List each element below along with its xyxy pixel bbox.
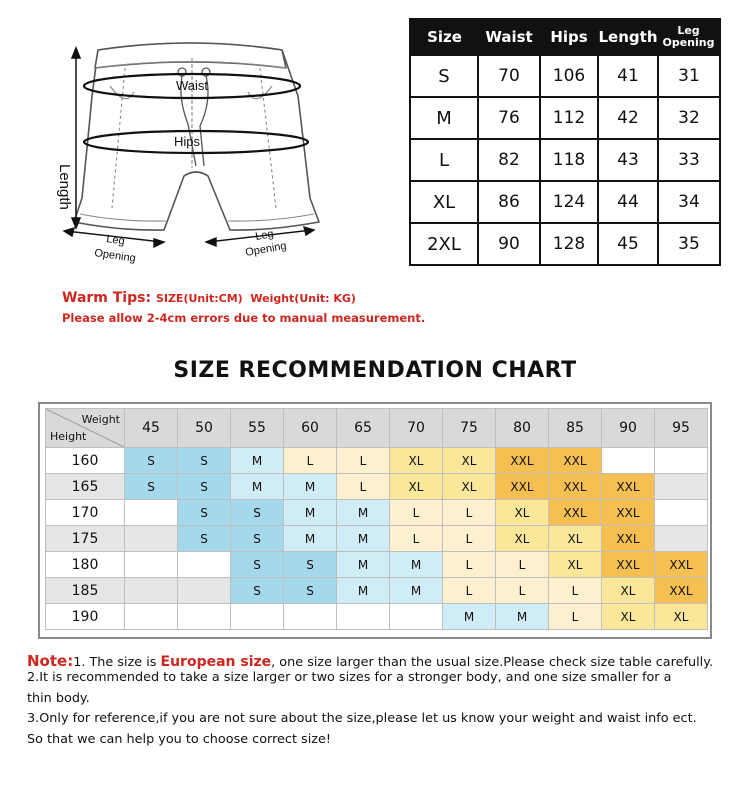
size-recommendation-cell: S [284,578,337,604]
warm-tips-units: SIZE(Unit:CM) Weight(Unit: KG) [155,292,356,305]
size-recommendation-cell: L [390,500,443,526]
hips-label: Hips [174,134,201,149]
size-recommendation-cell: L [443,578,496,604]
leg-opening-right-line2: Opening [244,239,288,259]
height-cell: 185 [46,578,125,604]
length-label: Length [56,164,73,210]
size-cell: M [410,97,478,139]
height-cell: 160 [46,448,125,474]
size-recommendation-cell: S [231,552,284,578]
measure-cell: 86 [478,181,540,223]
recommendation-row [46,526,708,552]
weight-header: 60 [284,409,337,448]
size-recommendation-cell: L [549,604,602,630]
measure-cell: 42 [598,97,658,139]
size-recommendation-cell [178,604,231,630]
size-recommendation-cell: L [549,578,602,604]
weight-header: 85 [549,409,602,448]
size-recommendation-cell [390,604,443,630]
size-recommendation-cell: L [443,552,496,578]
size-recommendation-cell: S [284,552,337,578]
size-row [410,97,720,139]
size-row [410,181,720,223]
measure-cell: 70 [478,55,540,97]
recommendation-row [46,474,708,500]
note-european-size: European size [160,654,272,670]
size-recommendation-cell: M [443,604,496,630]
weight-header: 65 [337,409,390,448]
size-cell: L [410,139,478,181]
size-recommendation-cell: XXL [602,500,655,526]
height-cell: 170 [46,500,125,526]
size-recommendation-cell: S [125,474,178,500]
note-line-2: 2.It is recommended to take a size larger or two sizes for a stronger body, and one size smaller for a [27,670,672,685]
leg-opening-left-line1: Leg [105,233,126,248]
height-cell: 190 [46,604,125,630]
measure-cell: 45 [598,223,658,265]
size-recommendation-cell: L [496,552,549,578]
measure-cell: 34 [658,181,720,223]
measure-cell: 124 [540,181,598,223]
header-opening: Opening [662,36,715,49]
size-recommendation-cell: M [231,448,284,474]
corner-weight-label: Weight [81,413,120,426]
note-line-1-a: 1. The size is [73,655,161,670]
size-recommendation-cell: XXL [602,552,655,578]
size-recommendation-cell: XL [496,526,549,552]
size-recommendation-cell: XL [443,448,496,474]
measure-cell: 118 [540,139,598,181]
measure-cell: 35 [658,223,720,265]
size-recommendation-cell: L [337,448,390,474]
size-recommendation-cell: XL [549,526,602,552]
measure-cell: 128 [540,223,598,265]
size-recommendation-cell [655,526,708,552]
size-recommendation-cell: XL [496,500,549,526]
shorts-diagram [40,28,340,273]
size-recommendation-cell: S [231,500,284,526]
note-line-5: So that we can help you to choose correct size! [27,732,331,747]
note-line-1-b: , one size larger than the usual size.Please check size table carefully. [271,655,714,670]
size-recommendation-cell: M [390,578,443,604]
warm-tips-label: Warm Tips: [62,290,152,306]
recommendation-table [45,408,708,630]
size-row [410,223,720,265]
size-recommendation-cell: M [231,474,284,500]
note-label: Note: [27,652,74,670]
size-recommendation-cell: M [496,604,549,630]
size-recommendation-cell: XL [549,552,602,578]
size-recommendation-cell: M [390,552,443,578]
weight-header: 50 [178,409,231,448]
size-recommendation-cell: XL [655,604,708,630]
size-recommendation-cell: XXL [549,448,602,474]
size-recommendation-cell [655,448,708,474]
recommendation-row [46,500,708,526]
size-recommendation-cell [655,500,708,526]
recommendation-row [46,448,708,474]
height-cell: 175 [46,526,125,552]
header-size: Size [410,19,478,55]
recommendation-title: SIZE RECOMMENDATION CHART [173,358,577,383]
size-recommendation-cell [178,578,231,604]
size-recommendation-cell: S [178,448,231,474]
size-recommendation-cell: S [231,578,284,604]
recommendation-chart [38,402,712,639]
size-recommendation-cell: S [125,448,178,474]
size-table [409,18,721,266]
size-cell: XL [410,181,478,223]
size-recommendation-cell: S [178,526,231,552]
weight-header: 75 [443,409,496,448]
header-leg: Leg [677,24,700,37]
size-row [410,139,720,181]
size-recommendation-cell: S [178,500,231,526]
size-recommendation-cell: L [443,500,496,526]
size-recommendation-cell: XXL [655,552,708,578]
size-recommendation-cell: L [443,526,496,552]
size-recommendation-cell: XXL [549,474,602,500]
size-recommendation-cell: M [337,500,390,526]
size-recommendation-cell: M [284,526,337,552]
size-recommendation-cell: XL [390,474,443,500]
waist-label: Waist [176,78,209,93]
weight-header: 70 [390,409,443,448]
size-recommendation-cell: XXL [602,526,655,552]
height-cell: 180 [46,552,125,578]
header-leg-opening [658,19,720,55]
recommendation-row [46,578,708,604]
size-recommendation-cell: XXL [655,578,708,604]
note-line-4: 3.Only for reference,if you are not sure about the size,please let us know your weight and waist info ect. [27,711,697,726]
size-recommendation-cell: M [284,474,337,500]
size-recommendation-cell: M [337,526,390,552]
size-recommendation-cell: XXL [549,500,602,526]
measure-cell: 31 [658,55,720,97]
header-waist: Waist [478,19,540,55]
size-cell: 2XL [410,223,478,265]
size-recommendation-cell: L [284,448,337,474]
weight-header: 45 [125,409,178,448]
weight-header: 95 [655,409,708,448]
size-recommendation-cell: L [390,526,443,552]
measure-cell: 32 [658,97,720,139]
size-recommendation-cell [125,552,178,578]
size-cell: S [410,55,478,97]
size-recommendation-cell: XL [443,474,496,500]
measure-cell: 82 [478,139,540,181]
recommendation-header-row [46,409,708,448]
size-table-header [410,19,720,55]
recommendation-row [46,604,708,630]
note-line-1 [27,652,713,670]
measure-cell: 43 [598,139,658,181]
header-hips: Hips [540,19,598,55]
weight-header: 55 [231,409,284,448]
size-recommendation-cell [231,604,284,630]
size-recommendation-cell [655,474,708,500]
recommendation-row [46,552,708,578]
leg-opening-left-line2: Opening [93,247,137,265]
measure-cell: 41 [598,55,658,97]
measure-cell: 33 [658,139,720,181]
corner-cell [46,409,125,448]
size-recommendation-cell [125,500,178,526]
size-recommendation-cell [125,578,178,604]
size-recommendation-cell [602,448,655,474]
size-recommendation-cell: S [231,526,284,552]
size-recommendation-cell [337,604,390,630]
size-recommendation-cell: XXL [496,448,549,474]
size-recommendation-cell: XL [602,578,655,604]
weight-header: 80 [496,409,549,448]
size-recommendation-cell: XL [602,604,655,630]
note-line-3: thin body. [27,691,90,706]
size-recommendation-cell: L [496,578,549,604]
measure-cell: 112 [540,97,598,139]
height-cell: 165 [46,474,125,500]
size-recommendation-cell: XXL [602,474,655,500]
measure-cell: 106 [540,55,598,97]
size-recommendation-cell [125,526,178,552]
size-recommendation-cell [284,604,337,630]
size-recommendation-cell: XXL [496,474,549,500]
size-recommendation-cell: M [337,552,390,578]
size-recommendation-cell: S [178,474,231,500]
size-recommendation-cell: M [337,578,390,604]
size-row [410,55,720,97]
size-recommendation-cell: XL [390,448,443,474]
leg-opening-right-line1: Leg [254,227,275,243]
weight-header: 90 [602,409,655,448]
size-recommendation-cell [178,552,231,578]
warm-tips-line2: Please allow 2-4cm errors due to manual measurement. [62,311,426,325]
size-recommendation-cell: L [337,474,390,500]
corner-height-label: Height [50,430,87,443]
measure-cell: 44 [598,181,658,223]
warm-tips-line1 [62,290,356,306]
size-recommendation-cell: M [284,500,337,526]
size-recommendation-cell [125,604,178,630]
measure-cell: 90 [478,223,540,265]
header-length: Length [598,19,658,55]
measure-cell: 76 [478,97,540,139]
